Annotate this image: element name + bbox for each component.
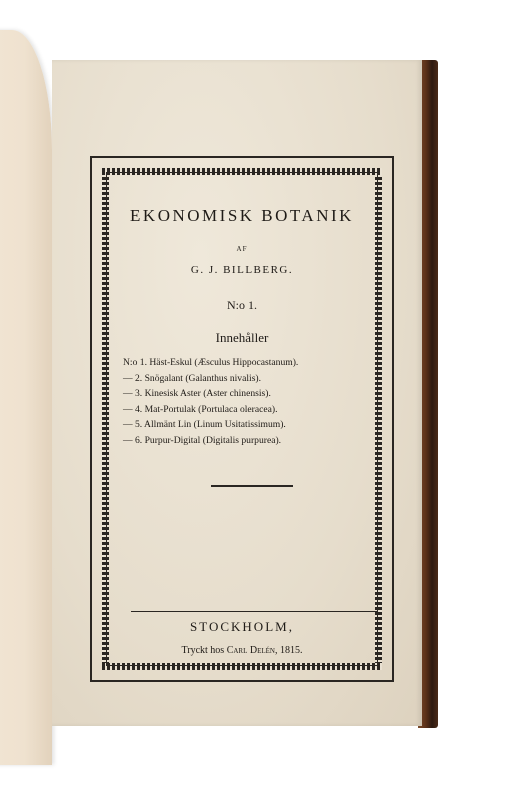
inner-frame [106, 172, 378, 666]
contents-item: — 3. Kinesisk Aster (Aster chinensis). [123, 388, 271, 399]
imprint-printer: Carl Delén [226, 645, 275, 656]
contents-item: N:o 1. Häst-Eskul (Æsculus Hippocastanum). [123, 357, 299, 368]
imprint-line [107, 645, 377, 656]
ornamental-border [90, 156, 394, 682]
divider-long [131, 611, 377, 612]
imprint-prefix: Tryckt hos [181, 645, 225, 656]
book-title: EKONOMISK BOTANIK [130, 206, 354, 225]
contents-heading: Innehåller [215, 330, 269, 345]
contents-item: — 6. Purpur-Digital (Digitalis purpurea). [123, 434, 282, 446]
contents-list [123, 355, 393, 448]
issue-number: N:o 1. [227, 298, 257, 312]
contents-item: — 4. Mat-Portulak (Portulaca oleracea). [123, 403, 278, 415]
facing-blank-page [0, 30, 52, 765]
title-page [52, 60, 422, 726]
imprint-city: STOCKHOLM, [190, 619, 294, 634]
contents-item: — 2. Snögalant (Galanthus nivalis). [123, 372, 262, 384]
author-name: G. J. BILLBERG. [190, 264, 294, 276]
imprint-year: , 1815. [274, 645, 303, 656]
contents-item: — 5. Allmänt Lin (Linum Usitatissimum). [123, 419, 286, 430]
divider-short [211, 485, 293, 487]
by-line: AF [236, 245, 248, 253]
